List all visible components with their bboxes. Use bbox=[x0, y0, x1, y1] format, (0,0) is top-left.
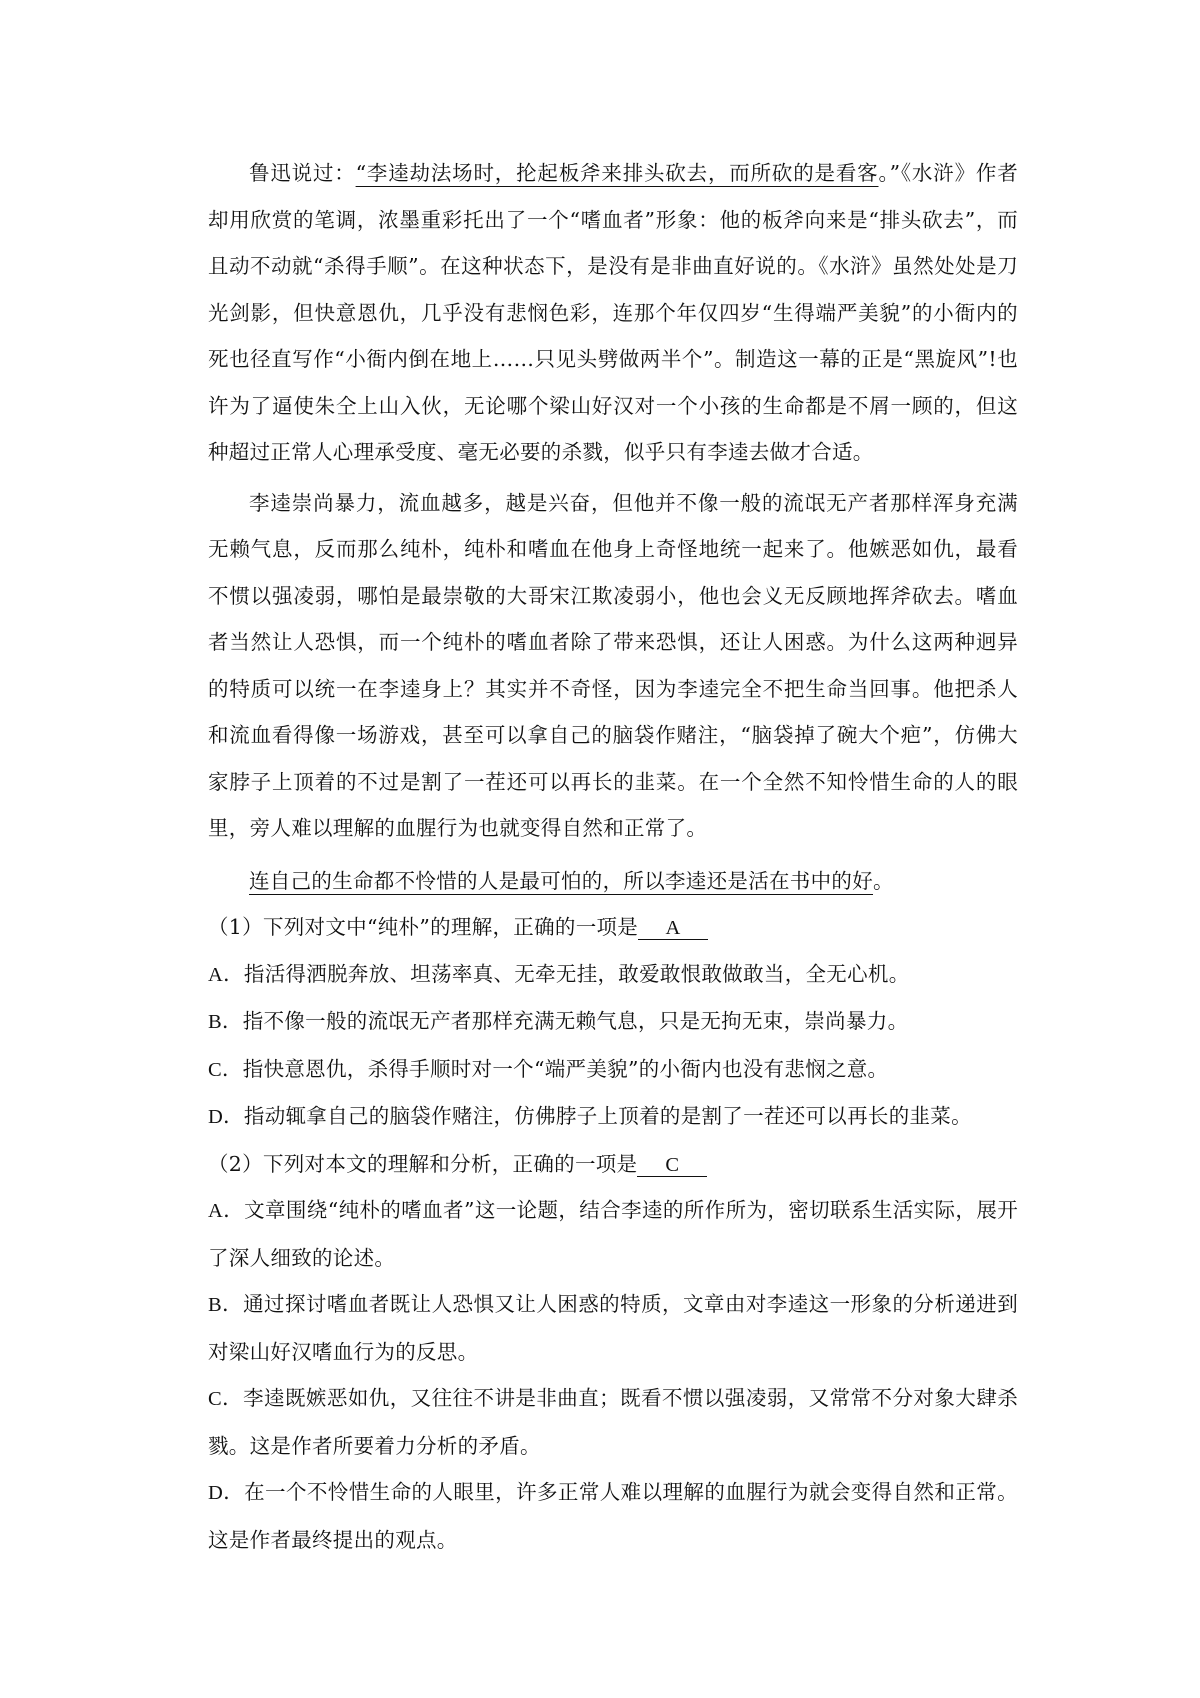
paragraph-3 bbox=[208, 858, 1018, 905]
option-text: 指快意恩仇，杀得手顺时对一个“端严美貌”的小衙内也没有悲悯之意。 bbox=[242, 1056, 889, 1081]
paragraph-3-end: 。 bbox=[873, 868, 894, 893]
question-2-option-c bbox=[208, 1375, 1018, 1469]
question-1-stem bbox=[208, 904, 1018, 951]
question-2-stem bbox=[208, 1141, 1018, 1188]
paragraph-1-lead: 鲁迅说过： bbox=[249, 161, 356, 185]
paragraph-1-rest: 。”《水浒》作者却用欣赏的笔调，浓墨重彩托出了一个“嗜血者”形象：他的板斧向来是“排头砍去”，而且动不动就“杀得手顺”。在这种状态下，是没有是非曲直好说的。《水浒》虽然处处是刀光剑影，但快意恩仇，几乎没有悲悯色彩，连那个年仅四岁“生得端严美貌”的小衙内的死也径直写作“小衙内倒在地上……只见头劈做两半个”。制造这一幕的正是“黑旋风”!也许为了逼使朱仝上山入伙，无论哪个梁山好汉对一个小孩的生命都是不屑一顾的，但这种超过正常人心理承受度、毫无必要的杀戮，似乎只有李逵去做才合适。 bbox=[208, 161, 1018, 464]
option-text: 指不像一般的流氓无产者那样充满无赖气息，只是无拘无束，崇尚暴力。 bbox=[242, 1009, 909, 1033]
option-text: 通过探讨嗜血者既让人恐惧又让人困惑的特质，文章由对李逵这一形象的分析递进到对梁山好汉嗜血行为的反思。 bbox=[208, 1292, 1018, 1364]
question-2-option-b bbox=[208, 1281, 1018, 1375]
option-text: 李逵既嫉恶如仇，又往往不讲是非曲直；既看不惯以强凌弱，又常常不分对象大肆杀戮。这是作者所要着力分析的矛盾。 bbox=[208, 1386, 1018, 1458]
option-text: 指活得洒脱奔放、坦荡率真、无牵无挂，敢爱敢恨敢做敢当，全无心机。 bbox=[243, 961, 910, 986]
question-1-option-a bbox=[208, 951, 1018, 999]
question-2-option-a bbox=[208, 1187, 1018, 1281]
question-1-option-d bbox=[208, 1093, 1018, 1141]
option-label: D． bbox=[208, 1106, 244, 1128]
option-label: A． bbox=[208, 1200, 245, 1222]
question-1-option-b bbox=[208, 998, 1018, 1046]
option-label: A． bbox=[208, 963, 244, 986]
paragraph-2: 李逵崇尚暴力，流血越多，越是兴奋，但他并不像一般的流氓无产者那样浑身充满无赖气息，反而那么纯朴，纯朴和嗜血在他身上奇怪地统一起来了。他嫉恶如仇，最看不惯以强凌弱，哪怕是最崇敬的大哥宋江欺凌弱小，他也会义无反顾地挥斧砍去。嗜血者当然让人恐惧，而一个纯朴的嗜血者除了带来恐惧，还让人困惑。为什么这两种迥异的特质可以统一在李逵身上？其实并不奇怪，因为李逵完全不把生命当回事。他把杀人和流血看得像一场游戏，甚至可以拿自己的脑袋作赌注，“脑袋掉了碗大个疤”，仿佛大家脖子上顶着的不过是割了一茬还可以再长的韭菜。在一个全然不知怜惜生命的人的眼里，旁人难以理解的血腥行为也就变得自然和正常了。 bbox=[208, 490, 1018, 840]
question-2-stem-text: （2）下列对本文的理解和分析，正确的一项是 bbox=[208, 1151, 638, 1176]
option-text: 在一个不怜惜生命的人眼里，许多正常人难以理解的血腥行为就会变得自然和正常。这是作者最终提出的观点。 bbox=[208, 1480, 1018, 1552]
paragraph-1 bbox=[208, 150, 1018, 476]
paragraph-3-underlined: 连自己的生命都不怜惜的人是最可怕的，所以李逵还是活在书中的好 bbox=[249, 868, 873, 893]
question-1-answer: A bbox=[638, 917, 708, 940]
option-label: D． bbox=[208, 1482, 245, 1504]
option-label: B． bbox=[208, 1011, 243, 1033]
paragraph-1-underlined-quote: “李逵劫法场时，抡起板斧来排头砍去，而所砍的是看客 bbox=[355, 161, 879, 185]
question-1-stem-text: （1）下列对文中“纯朴”的理解，正确的一项是 bbox=[208, 915, 639, 939]
question-2-option-d bbox=[208, 1469, 1018, 1563]
option-label: C． bbox=[208, 1388, 244, 1410]
option-text: 文章围绕“纯朴的嗜血者”这一论题，结合李逵的所作所为，密切联系生活实际，展开了深人细致的论述。 bbox=[208, 1198, 1019, 1270]
question-2-answer: C bbox=[637, 1154, 707, 1177]
option-text: 指动辄拿自己的脑袋作赌注，仿佛脖子上顶着的是割了一茬还可以再长的韭菜。 bbox=[243, 1104, 972, 1128]
document-page bbox=[208, 150, 1018, 1563]
option-label: B． bbox=[208, 1294, 244, 1316]
question-1-option-c bbox=[208, 1046, 1018, 1094]
option-label: C． bbox=[208, 1058, 243, 1081]
